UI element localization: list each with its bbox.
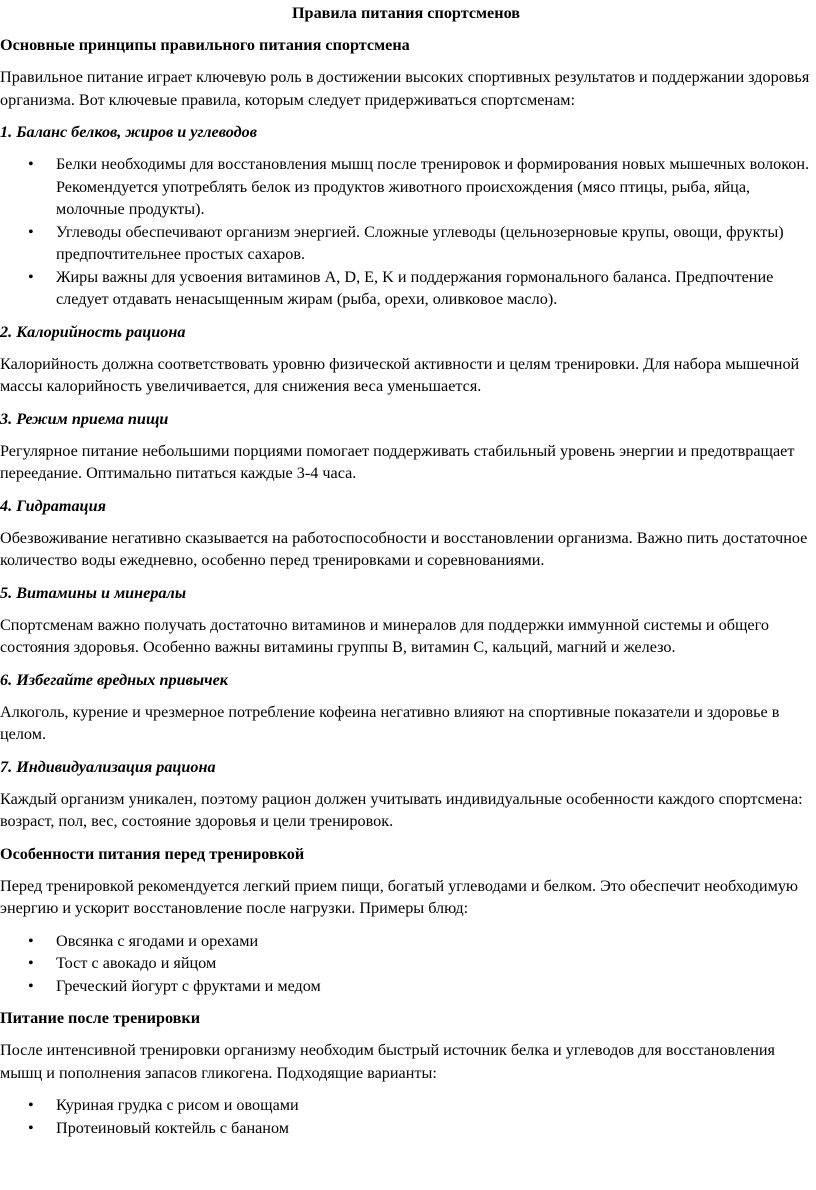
rule-heading-habits: 6. Избегайте вредных привычек [0,670,228,689]
meal-schedule-paragraph: Регулярное питание небольшими порциями помогает поддерживать стабильный уровень энергии и предотвращает переедание. Оптимально питаться каждые 3-4 часа. [0,441,795,482]
habits-paragraph: Алкоголь, курение и чрезмерное потребление кофеина негативно влияют на спортивные показатели и здоровье в целом. [0,702,780,743]
section-heading-principles: Основные принципы правильного питания спортсмена [0,36,410,54]
list-item: • Тост с авокадо и яйцом [56,952,812,975]
rule-heading-calories: 2. Калорийность рациона [0,322,186,341]
rule-heading-meal-schedule: 3. Режим приема пищи [0,409,169,428]
section-heading-pre-workout: Особенности питания перед тренировкой [0,844,305,863]
list-item: • Протеиновый коктейль с бананом [56,1117,812,1140]
list-item: • Белки необходимы для восстановления мышц после тренировок и формирования новых мышечных волокон. Рекомендуется употреблять белок из продуктов животного происхождения (мясо птицы, рыба, яйца, молочные продукты). [56,153,812,221]
calories-paragraph: Калорийность должна соответствовать уровню физической активности и целям тренировки. Для набора мышечной массы калорийность увеличивается, для снижения веса уменьшается. [0,354,800,395]
list-item: • Греческий йогурт с фруктами и медом [56,975,812,998]
pre-workout-paragraph: Перед тренировкой рекомендуется легкий прием пищи, богатый углеводами и белком. Это обеспечит необходимую энергию и ускорит восстановление после нагрузки. Примеры блюд: [0,876,799,917]
pre-workout-list [0,930,812,998]
individual-paragraph: Каждый организм уникален, поэтому рацион должен учитывать индивидуальные особенности каждого спортсмена: возраст, пол, вес, состояние здоровья и цели тренировок. [0,789,803,830]
section-heading-post-workout: Питание после тренировки [0,1009,201,1027]
list-item: • Углеводы обеспечивают организм энергией. Сложные углеводы (цельнозерновые крупы, овощи, фрукты) предпочтительнее простых сахаров. [56,221,812,266]
post-workout-paragraph: После интенсивной тренировки организму необходим быстрый источник белка и углеводов для восстановления мышц и пополнения запасов гликогена. Подходящие варианты: [0,1041,775,1082]
hydration-paragraph: Обезвоживание негативно сказывается на работоспособности и восстановлении организма. Важно пить достаточное количество воды ежедневно, особенно перед тренировками и соревнованиями. [0,528,808,569]
vitamins-paragraph: Спортсменам важно получать достаточно витаминов и минералов для поддержки иммунной системы и общего состояния здоровья. Особенно важны витамины группы B, витамин C, кальций, магний и железо. [0,615,769,656]
rule-heading-hydration: 4. Гидратация [0,496,106,515]
rule-heading-vitamins: 5. Витамины и минералы [0,583,187,602]
list-item: • Жиры важны для усвоения витаминов A, D, E, K и поддержания гормонального баланса. Предпочтение следует отдавать ненасыщенным жирам (рыба, орехи, оливковое масло). [56,266,812,311]
document-title: Правила питания спортсменов [291,4,521,22]
list-item: • Овсянка с ягодами и орехами [56,930,812,953]
list-item: • Куриная грудка с рисом и овощами [56,1094,812,1117]
rule-heading-balance: 1. Баланс белков, жиров и углеводов [0,123,257,141]
intro-paragraph: Правильное питание играет ключевую роль в достижении высоких спортивных результатов и поддержании здоровья организма. Вот ключевые правила, которым следует придерживаться спортсменам: [0,68,810,109]
post-workout-list [0,1094,812,1139]
balance-list [0,153,812,311]
rule-heading-individual: 7. Индивидуализация рациона [0,757,216,776]
